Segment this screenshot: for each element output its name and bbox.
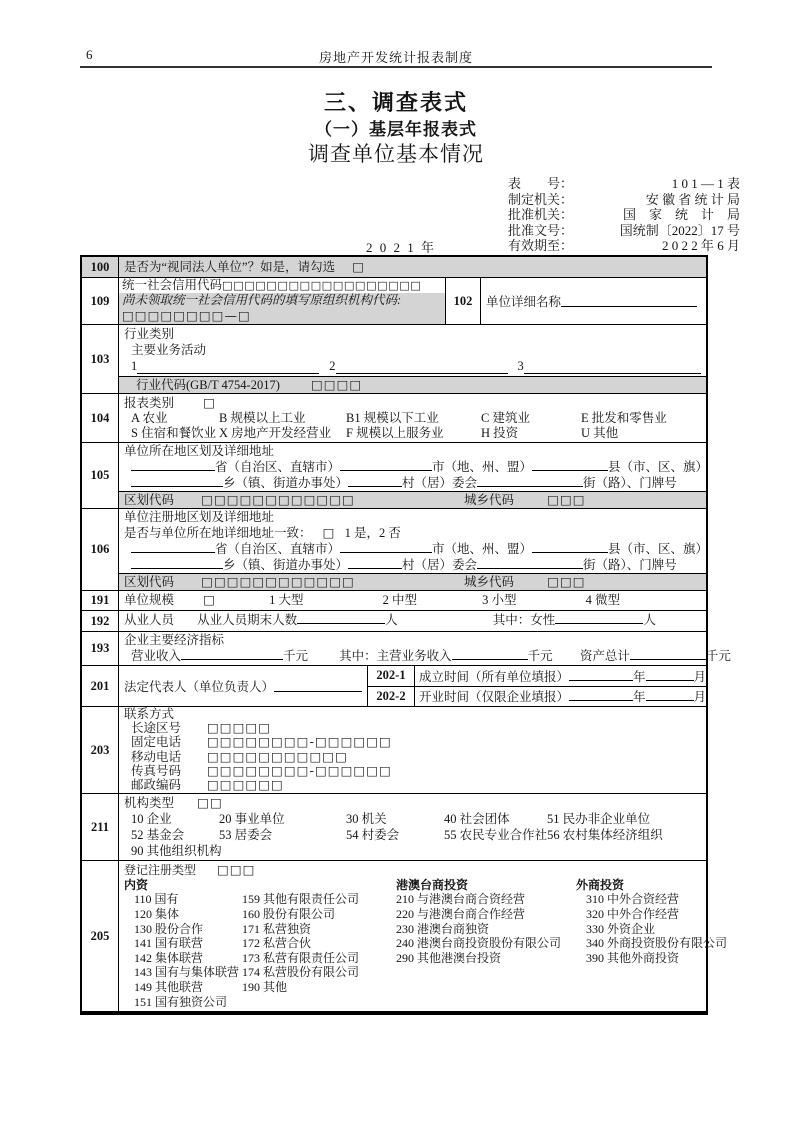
document-header-title: 房地产开发统计报表制度 [318, 50, 473, 65]
fax-boxes: □□□□□□□□-□□□□□□ [207, 762, 392, 778]
option: 151 国有独资公司 [134, 994, 228, 1009]
economic-indicators-title: 企业主要经济指标 [124, 633, 225, 647]
option: F 规模以上服务业 [346, 426, 444, 440]
blank-underline [569, 669, 633, 681]
legal-representative-label: 法定代表人（单位负责人） [124, 680, 275, 694]
row-id: 211 [82, 794, 119, 860]
industry-code-boxes: □□□□ [311, 377, 363, 392]
row-id: 202-2 [368, 687, 415, 707]
mobile-label: 移动电话 [131, 749, 182, 764]
unit-year: 年 [633, 690, 646, 705]
row-id: 203 [82, 707, 119, 793]
row-202-1 [368, 666, 706, 686]
row-104 [82, 393, 706, 442]
female-count-label: 其中：女性 [492, 613, 556, 627]
blank-underline [274, 680, 362, 692]
row-109-102 [82, 277, 706, 324]
blank-underline [297, 612, 385, 624]
row-id: 193 [82, 632, 119, 665]
unit-month: 月 [693, 669, 707, 684]
blank-underline [131, 557, 223, 569]
street-label: 街（路）、门牌号 [583, 558, 677, 572]
county-label: 县（市、区、旗） [608, 460, 709, 474]
unit-scale-checkbox: □ [203, 592, 216, 607]
meta-label: 制定机关： [508, 191, 574, 207]
blank-underline [348, 557, 402, 569]
option: 51 民办非企业单位 [547, 812, 651, 827]
postcode-boxes: □□□□□□ [207, 777, 284, 793]
option: 240 港澳台商投资股份有限公司 [396, 936, 562, 951]
option: A 农业 [131, 411, 168, 425]
option: 141 国有联营 [134, 936, 204, 951]
form-title: 调查单位基本情况 [308, 142, 484, 166]
row-id: 109 [82, 278, 119, 324]
row-id: 192 [82, 611, 119, 631]
province-label: 省（自治区、直辖市） [215, 542, 341, 556]
foreign-group [576, 877, 728, 1009]
option: 340 外商投资股份有限公司 [586, 936, 728, 951]
fax-label: 传真号码 [131, 763, 182, 778]
option: 172 私营合伙 [242, 936, 312, 951]
option: S 住宿和餐饮业 [131, 426, 217, 440]
legal-representative-cell [119, 666, 368, 706]
dates-subtable [368, 666, 706, 706]
address-line-2 [119, 557, 706, 573]
option: 1 大型 [269, 593, 304, 607]
activity-slot-2: 2 [329, 359, 336, 373]
credit-code-boxes: □□□□□□□□□□□□□□□□□□ [222, 279, 422, 292]
form-meta-block [508, 176, 740, 254]
revenue-label: 营业收入 [131, 649, 182, 663]
blank-underline [336, 362, 508, 374]
row-id: 205 [82, 861, 119, 1011]
blank-underline [646, 669, 694, 681]
meta-value: 1 0 1 — 1 表 [671, 176, 740, 191]
blank-underline [340, 459, 432, 471]
foreign-header: 外商投资 [576, 877, 625, 892]
unit-name-cell [481, 278, 706, 324]
survey-form-table [80, 255, 731, 1015]
urban-rural-code-boxes: □□□ [547, 492, 586, 507]
option: 52 基金会 [131, 828, 185, 843]
row-201-202 [82, 665, 706, 706]
page-header [80, 46, 712, 68]
meta-value: 安 徽 省 统 计 局 [645, 191, 740, 207]
option: 290 其他港澳台投资 [396, 950, 502, 965]
option: 130 股份合作 [134, 921, 204, 936]
division-code-label: 区划代码 [124, 493, 175, 507]
blank-underline [569, 689, 633, 701]
row-id: 104 [82, 394, 119, 442]
option: 210 与港澳台商合资经营 [396, 892, 526, 907]
row-id: 102 [446, 278, 481, 324]
unit-kyuan: 千元 [283, 649, 309, 663]
meta-value: 国 家 统 计 局 [622, 207, 740, 223]
blank-underline [181, 648, 283, 660]
row-205 [82, 860, 728, 1011]
option: 2 中型 [382, 593, 417, 607]
registration-type-boxes: □□□ [217, 862, 256, 878]
address-line-1 [119, 541, 709, 557]
area-code-boxes: □□□□□ [207, 720, 272, 736]
hmt-group [396, 878, 576, 1009]
blank-underline [532, 541, 608, 553]
blank-underline [477, 475, 583, 487]
blank-underline [348, 475, 402, 487]
contact-title: 联系方式 [124, 707, 175, 721]
opening-date-label: 开业时间（仅限企业填报） [419, 690, 570, 705]
unit-person: 人 [385, 613, 398, 627]
institution-type-boxes: □□ [197, 795, 223, 811]
same-address-options: 1 是，2 否 [344, 526, 401, 540]
option: 310 中外合资经营 [586, 892, 680, 907]
township-label: 乡（镇、街道办事处） [223, 476, 349, 490]
row-100-content [119, 257, 706, 277]
blank-underline [555, 612, 643, 624]
option: 142 集体联营 [134, 950, 204, 965]
same-address-checkbox: □ [322, 525, 336, 540]
blank-underline [340, 541, 432, 553]
unit-kyuan: 千元 [705, 649, 731, 663]
row-id: 106 [82, 509, 119, 590]
city-label: 市（地、州、盟） [432, 460, 533, 474]
option: 159 其他有限责任公司 [242, 892, 360, 907]
option: 120 集体 [134, 907, 180, 921]
option: B 规模以上工业 [219, 411, 306, 425]
establish-date-label: 成立时间（所有单位填报） [419, 669, 570, 684]
option: 190 其他 [242, 979, 288, 994]
mobile-boxes: □□□□□□□□□□□ [207, 748, 348, 764]
row-193 [82, 631, 731, 665]
option: 390 其他外商投资 [586, 950, 680, 965]
province-label: 省（自治区、直辖市） [215, 460, 341, 474]
industry-category-title: 行业类别 [124, 327, 175, 341]
option: U 其他 [581, 426, 619, 440]
same-address-question: 是否与单位所在地详细地址一致： [124, 526, 312, 540]
option: 174 私营股份有限公司 [242, 965, 360, 980]
report-category-label: 报表类别 [124, 396, 175, 410]
meta-line-form-no [508, 176, 740, 192]
meta-label: 批准文号： [508, 222, 574, 238]
township-label: 乡（镇、街道办事处） [223, 558, 349, 572]
option: 3 小型 [482, 593, 517, 607]
street-label: 街（路）、门牌号 [583, 476, 677, 490]
row-100 [82, 257, 706, 277]
option: B1 规模以下工业 [346, 411, 439, 425]
meta-line-doc-no [508, 223, 740, 239]
option: 54 村委会 [346, 828, 400, 843]
option: 230 港澳台商独资 [396, 921, 490, 936]
address-line-2 [119, 475, 706, 491]
blank-underline [131, 459, 215, 471]
blank-underline [131, 475, 223, 487]
option: 4 微型 [585, 593, 621, 607]
option: 53 居委会 [219, 828, 273, 843]
option: 10 企业 [131, 812, 172, 827]
option: E 批发和零售业 [581, 411, 667, 425]
org-code-boxes: □□□□□□□□—□ [122, 308, 251, 323]
urban-rural-code-label: 城乡代码 [464, 493, 515, 507]
row-105 [82, 442, 709, 508]
urban-rural-code-label: 城乡代码 [464, 575, 515, 589]
option: 56 农村集体经济组织 [547, 828, 663, 843]
meta-value: 国统制〔2022〕17 号 [619, 222, 740, 238]
meta-line-valid-until [508, 238, 740, 254]
institution-type-label: 机构类型 [124, 796, 175, 811]
row-id: 202-1 [368, 666, 415, 686]
registration-type-label: 登记注册类型 [124, 863, 197, 878]
domestic-group [119, 878, 396, 1009]
division-code-boxes: □□□□□□□□□□□□ [201, 574, 355, 589]
row-id: 191 [82, 591, 119, 610]
city-label: 市（地、州、盟） [432, 542, 533, 556]
activity-slot-1: 1 [131, 359, 138, 373]
option: 149 其他联营 [134, 979, 204, 994]
report-category-checkbox: □ [203, 395, 216, 410]
option: 143 国有与集体联营 [134, 965, 240, 980]
domestic-header: 内资 [124, 877, 149, 892]
landline-boxes: □□□□□□□□-□□□□□□ [207, 734, 392, 750]
row-id: 201 [82, 666, 119, 706]
total-assets-label: 资产总计 [579, 649, 630, 663]
meta-value: 2 0 2 2 年 6 月 [661, 238, 740, 254]
division-code-label: 区划代码 [124, 575, 175, 589]
blank-underline [646, 689, 694, 701]
row-211 [82, 793, 706, 860]
meta-label: 表 号： [508, 176, 574, 191]
option: H 投资 [481, 426, 519, 440]
landline-label: 固定电话 [131, 735, 182, 750]
row-106 [82, 508, 709, 590]
option: 90 其他组织机构 [131, 844, 222, 859]
option: 220 与港澳台商合作经营 [396, 907, 526, 921]
option: 160 股份有限公司 [242, 907, 336, 921]
row-id: 100 [82, 257, 119, 277]
main-activity-label: 主要业务活动 [131, 343, 207, 357]
village-label: 村（居）委会 [402, 558, 478, 572]
unit-person: 人 [643, 613, 656, 627]
unit-scale-label: 单位规模 [124, 593, 175, 607]
quasi-legal-entity-question: 是否为“视同法人单位”？如是，请勾选 [124, 260, 336, 274]
option: X 房地产开发经营业 [219, 426, 332, 440]
option: 55 农民专业合作社 [444, 828, 548, 843]
meta-line-maker [508, 192, 740, 208]
option: 320 中外合作经营 [586, 907, 680, 921]
row-id: 103 [82, 325, 119, 393]
hmt-header: 港澳台商投资 [396, 877, 469, 892]
credit-code-cell [119, 278, 446, 324]
quasi-legal-entity-checkbox: □ [352, 259, 366, 274]
postcode-label: 邮政编码 [131, 778, 182, 793]
county-label: 县（市、区、旗） [608, 542, 709, 556]
registered-address-title: 单位注册地区划及详细地址 [124, 510, 275, 524]
village-label: 村（居）委会 [402, 476, 478, 490]
urban-rural-code-boxes: □□□ [547, 574, 586, 589]
industry-code-label: 行业代码(GB/T 4754-2017) [136, 378, 280, 392]
blank-underline [561, 295, 697, 307]
meta-label: 批准机关： [508, 207, 574, 223]
employees-label: 从业人员 [124, 613, 175, 627]
row-192 [82, 610, 706, 631]
blank-underline [452, 648, 528, 660]
blank-underline [131, 541, 215, 553]
option: 173 私营有限责任公司 [242, 950, 360, 965]
row-103 [82, 324, 706, 393]
row-191 [82, 590, 706, 610]
option: 40 社会团体 [444, 812, 510, 827]
area-code-label: 长途区号 [131, 721, 182, 736]
employees-endcount-label: 从业人员期末人数 [197, 613, 298, 627]
blank-underline [630, 648, 706, 660]
option: 30 机关 [346, 812, 387, 827]
subsection-title: （一）基层年报表式 [315, 120, 477, 139]
unit-month: 月 [693, 690, 707, 705]
division-code-boxes: □□□□□□□□□□□□ [201, 492, 355, 507]
row-203 [82, 706, 706, 793]
blank-underline [477, 557, 583, 569]
meta-label: 有效期至： [508, 238, 574, 254]
address-line-1 [119, 459, 709, 475]
blank-underline [532, 459, 608, 471]
option: C 建筑业 [481, 411, 530, 425]
option: 171 私营独资 [242, 921, 312, 936]
option: 330 外资企业 [586, 921, 656, 936]
org-code-note: 尚未领取统一社会信用代码的填写原组织机构代码: [122, 293, 402, 307]
row-202-2 [368, 686, 706, 707]
unit-kyuan: 千元 [527, 649, 553, 663]
blank-underline [524, 362, 701, 374]
blank-underline [137, 362, 319, 374]
option: 20 事业单位 [219, 812, 285, 827]
meta-line-approver [508, 207, 740, 223]
report-year: 2 0 2 1 年 [366, 240, 437, 255]
credit-code-label: 统一社会信用代码 [122, 278, 223, 292]
main-revenue-label: 其中：主营业务收入 [339, 649, 452, 663]
org-code-block [119, 293, 445, 324]
activity-slot-3: 3 [517, 359, 524, 373]
option: 110 国有 [134, 892, 179, 907]
page-number: 6 [86, 47, 93, 62]
location-address-title: 单位所在地区划及详细地址 [124, 444, 275, 458]
row-id: 105 [82, 443, 119, 508]
unit-name-label: 单位详细名称 [486, 295, 562, 309]
section-title: 三、调查表式 [323, 90, 468, 115]
unit-year: 年 [633, 669, 646, 684]
